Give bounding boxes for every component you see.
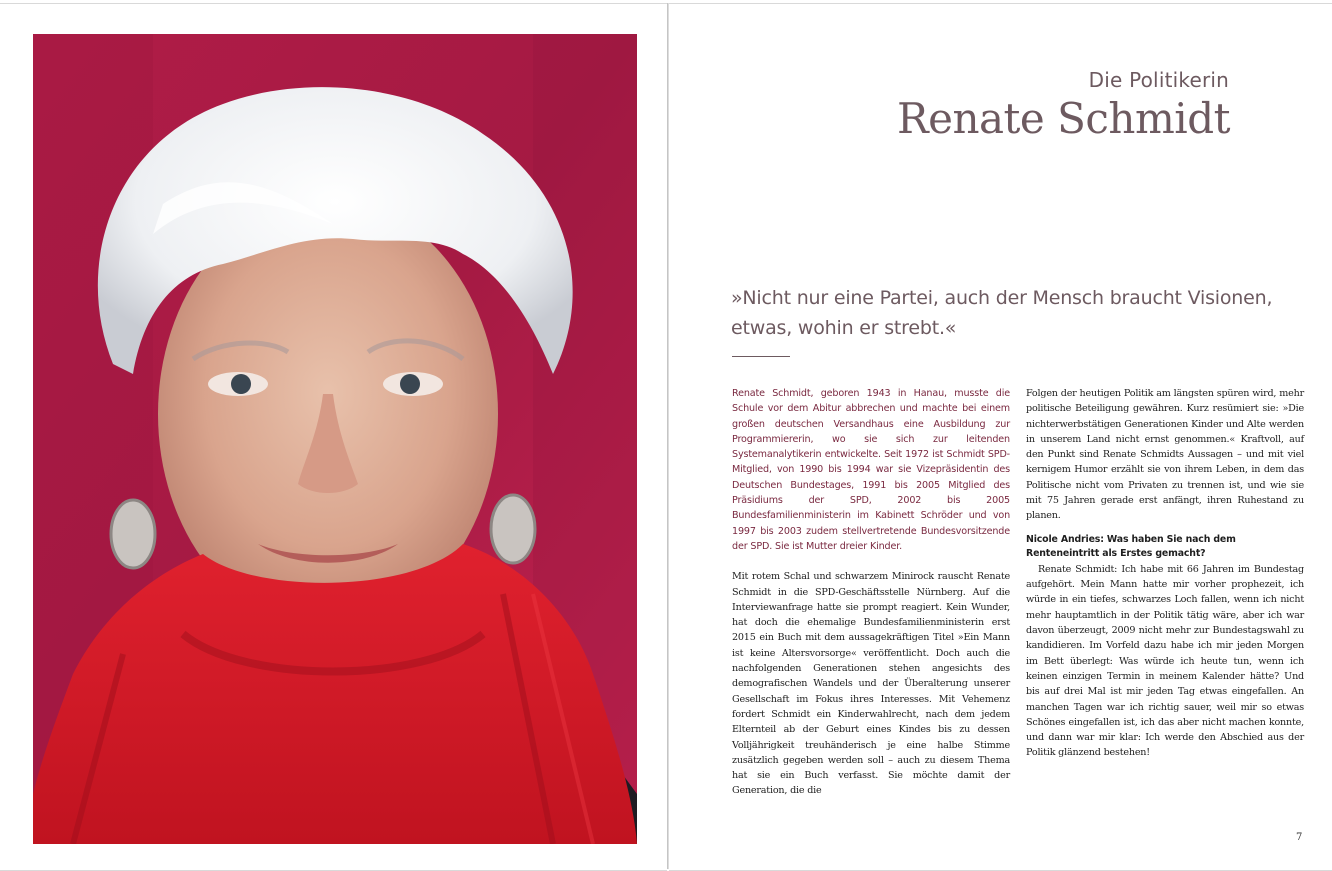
article-title: Renate Schmidt	[896, 94, 1230, 143]
text-column-1	[732, 386, 1010, 799]
pull-quote: »Nicht nur eine Partei, auch der Mensch braucht Visionen, etwas, wohin er strebt.«	[731, 287, 1273, 339]
interview-question: Nicole Andries: Was haben Sie nach dem Renteneintritt als Erstes gemacht?	[1026, 533, 1236, 560]
page-number: 7	[1296, 832, 1303, 843]
article-kicker: Die Politikerin	[1088, 68, 1229, 92]
bio-paragraph: Renate Schmidt, geboren 1943 in Hanau, musste die Schule vor dem Abitur abbrechen und machte bei einem großen deutschen Versandhaus eine Ausbildung zur Programmiererin, wo sie sich zur leitenden Systemanalytikerin entwickelte. Seit 1972 ist Schmidt SPD-Mitglied, von 1990 bis 1994 war sie Vizepräsidentin des Deutschen Bundestages, 1991 bis 2005 Mitglied des Präsidiums der SPD, 2002 bis 2005 Bundesfamilienministerin im Kabinett Schröder und von 1997 bis 2003 zudem stellvertretende Bundesvorsitzende der SPD. Sie ist Mutter dreier Kinder.	[732, 388, 1010, 552]
interview-answer: Renate Schmidt: Ich habe mit 66 Jahren im Bundestag aufgehört. Mein Mann hatte mir vorher prophezeit, ich würde in ein tiefes, schwarzes Loch fallen, wenn ich nicht mehr hauptamtlich in der Politik tätig wäre, aber ich war davon überzeugt, 2009 nicht mehr zur Bundestagswahl zu kandidieren. Im Vorfeld dazu habe ich mir jeden Morgen im Bett überlegt: Was würde ich heute tun, wenn ich keinen einzigen Termin in meinem Kalender hätte? Und bis auf drei Mal ist mir jeden Tag etwas eingefallen. An manchen Tagen war ich richtig sauer, weil mir so etwas Schönes eingefallen ist, ich das aber nicht machen konnte, und dann war mir klar: Ich werde den Abschied aus der Politik glänzend bestehen!	[1026, 563, 1304, 759]
portrait-photo	[33, 34, 637, 844]
quote-divider	[732, 356, 790, 357]
intro-continued-paragraph: Folgen der heutigen Politik am längsten spüren wird, mehr politische Beteiligung gewähren. Kurz resümiert sie: »Die nichterwerbstätigen Generationen Kinder und Alte werden in unserem Land nicht ernst genommen.« Kraftvoll, auf den Punkt sind Renate Schmidts Aussagen – und mit viel kernigem Humor erzählt sie von ihrem Leben, in dem das Politische nicht vom Privaten zu trennen ist, und wie sie mit 75 Jahren gerade erst anfängt, ihren Ruhestand zu planen.	[1026, 388, 1304, 522]
text-column-2	[1026, 386, 1304, 761]
intro-paragraph: Mit rotem Schal und schwarzem Minirock rauscht Renate Schmidt in die SPD-Geschäftsstelle Nürnberg. Auf die Interviewanfrage hatte sie prompt reagiert. Kein Wunder, hat doch die ehemalige Bundesfamilienministerin erst 2015 ein Buch mit dem aussagekräftigen Titel »Ein Mann ist keine Altersvorsorge« veröffentlicht. Doch auch die nachfolgenden Generationen stehen angesichts des demografischen Wandels und der Überalterung unserer Gesellschaft im Fokus ihres Interesses. Mit Vehemenz fordert Schmidt ein Kinderwahlrecht, nach dem jedem Elternteil ab der Geburt eines Kindes bis zu dessen Volljährigkeit treuhänderisch je eine halbe Stimme zusätzlich gegeben werden soll – auch zu diesem Thema hat sie ein Buch verfasst. Sie möchte damit der Generation, die die	[732, 571, 1010, 797]
